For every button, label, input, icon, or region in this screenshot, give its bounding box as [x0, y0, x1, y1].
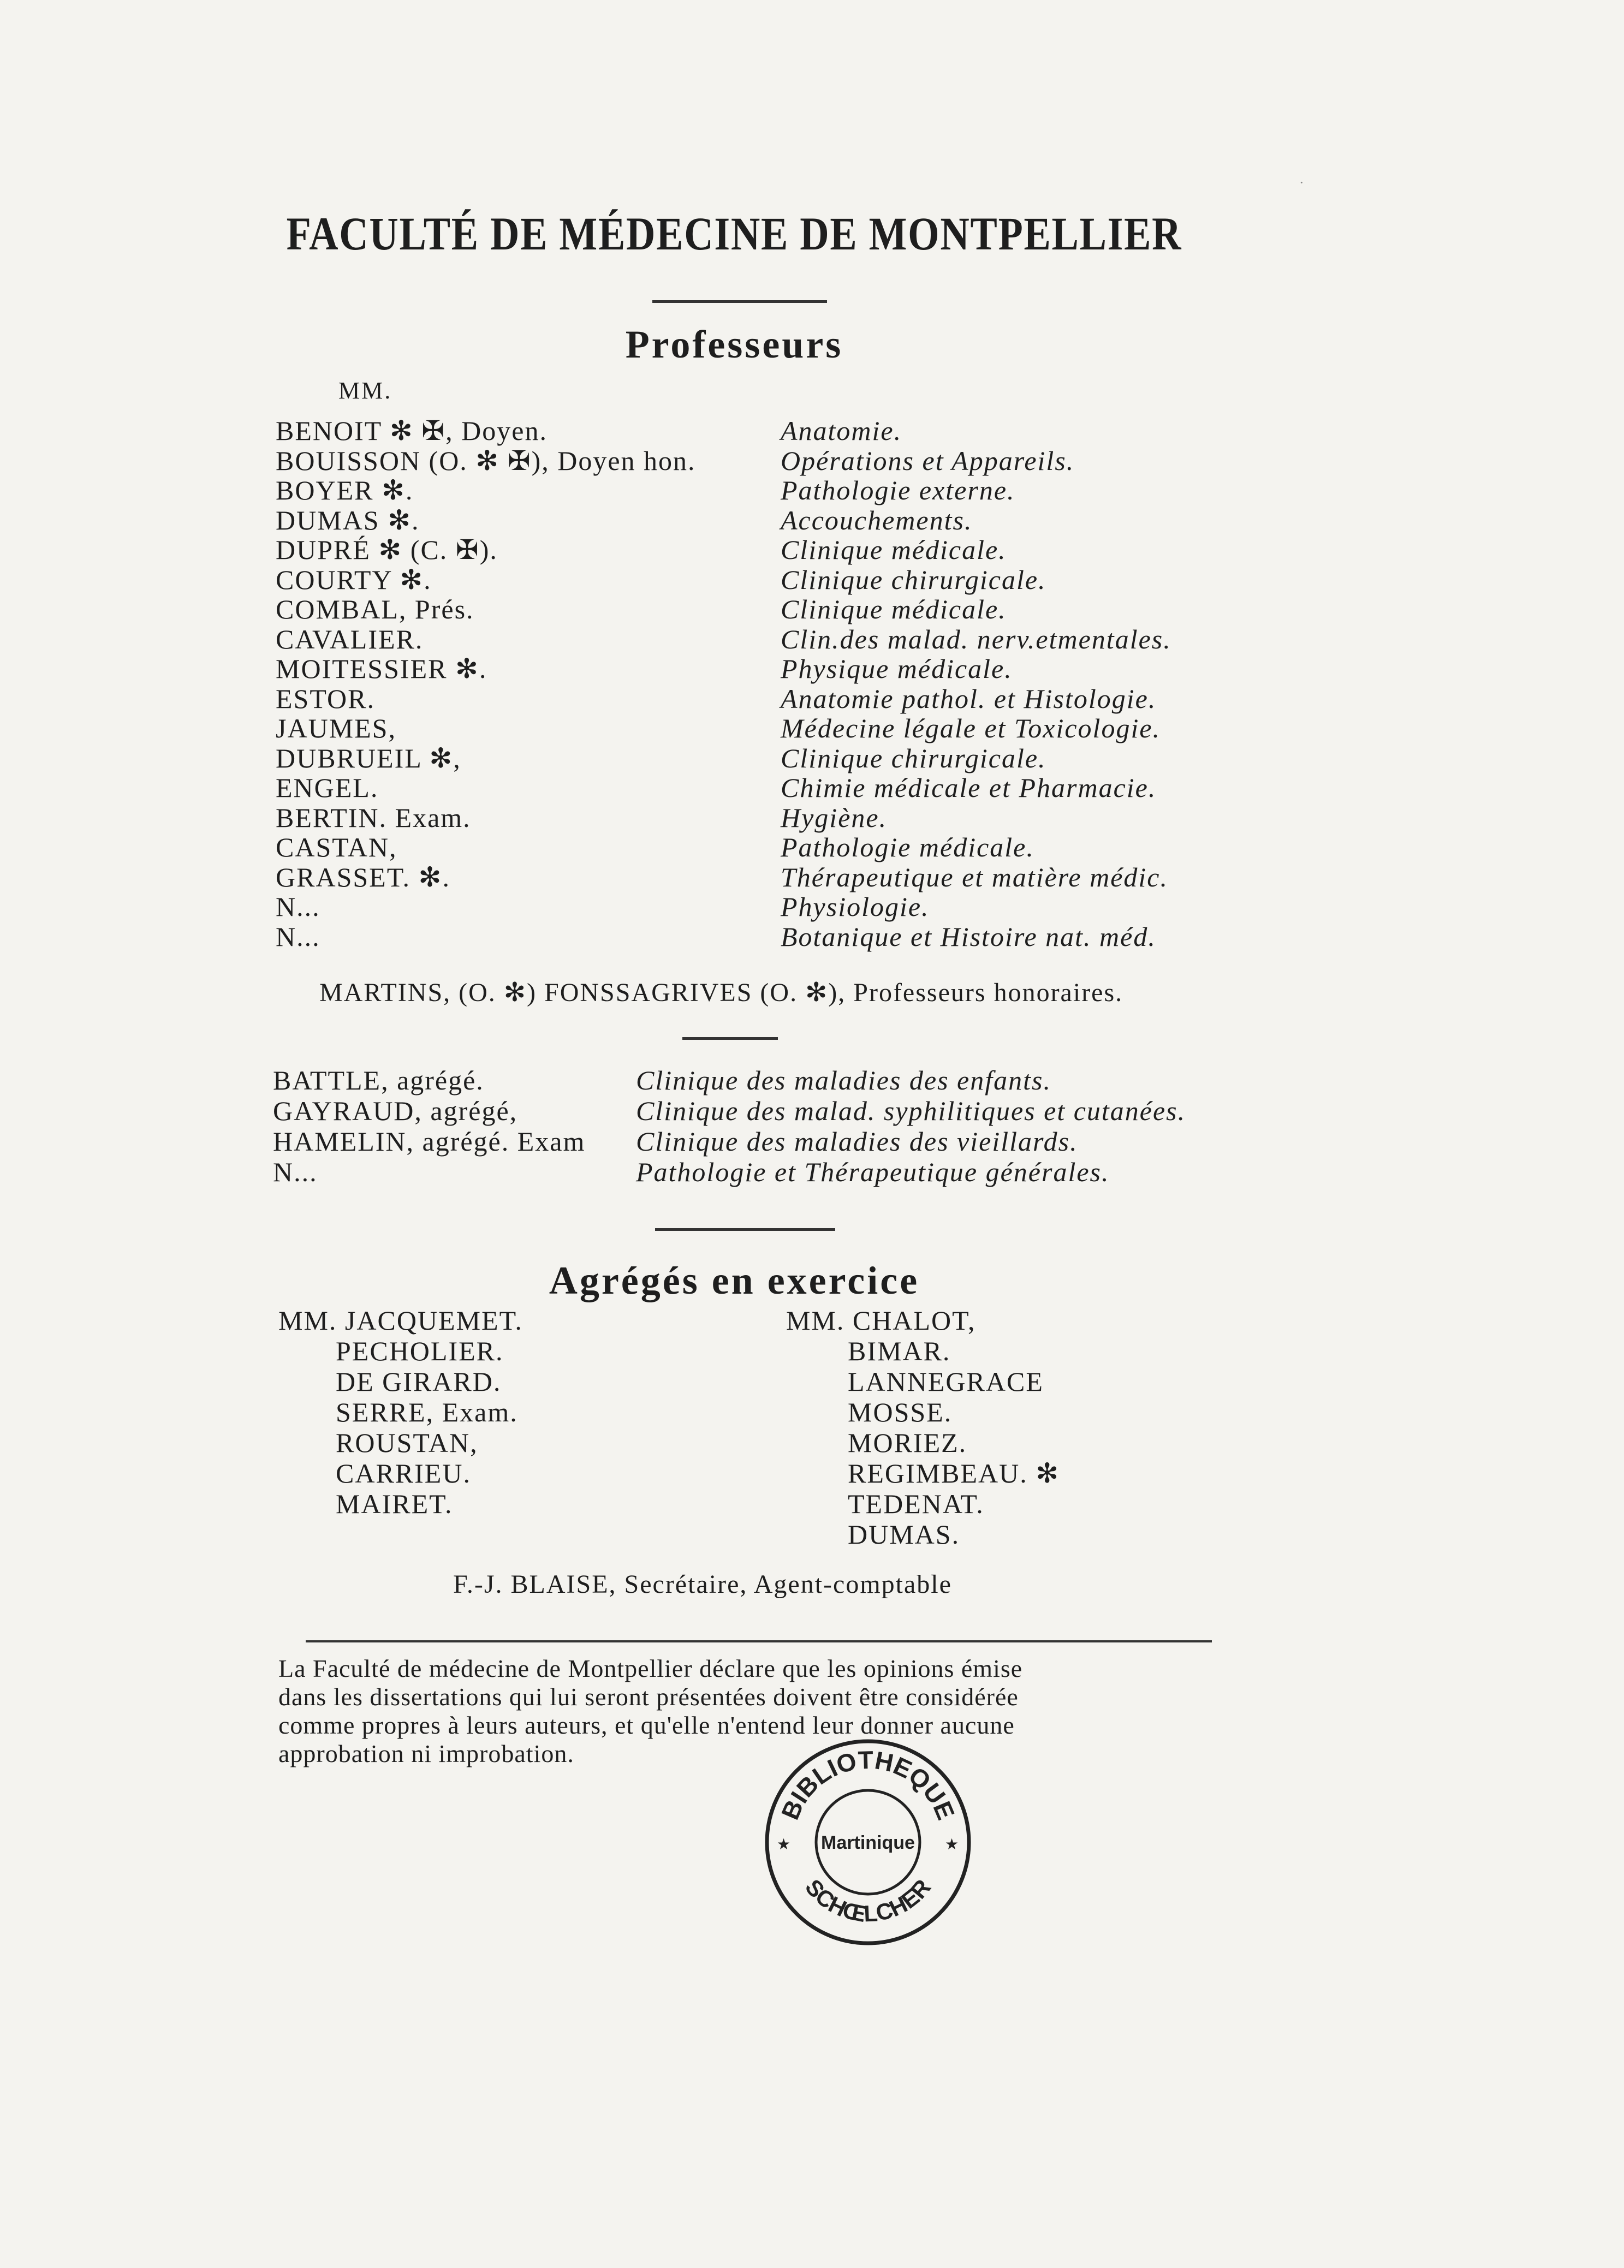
divider — [652, 300, 827, 303]
professor-name: JAUMES, — [276, 713, 396, 743]
agreges-exercice-heading: Agrégés en exercice — [549, 1259, 920, 1302]
declaration-line: approbation ni improbation. — [278, 1740, 574, 1767]
agrege-name: GAYRAUD, agrégé, — [273, 1096, 518, 1126]
agrege-exercice-name: MOSSE. — [848, 1397, 953, 1427]
agrege-exercice-name: PECHOLIER. — [336, 1336, 504, 1366]
agrege-exercice-name: DE GIRARD. — [336, 1366, 502, 1397]
professor-subject: Médecine légale et Toxicologie. — [781, 713, 1161, 743]
professor-name: DUMAS ✻. — [276, 504, 420, 535]
agrege-name: N... — [273, 1157, 318, 1187]
stamp-star-icon: ★ — [945, 1836, 959, 1853]
professor-subject: Clinique chirurgicale. — [781, 742, 1046, 773]
professor-subject: Pathologie externe. — [781, 475, 1015, 505]
professor-subject: Thérapeutique et matière médic. — [781, 861, 1168, 892]
agrege-exercice-name: BIMAR. — [848, 1336, 951, 1366]
professor-subject: Anatomie. — [781, 415, 902, 446]
scan-mark: · — [1299, 175, 1304, 191]
agrege-name: BATTLE, agrégé. — [273, 1065, 484, 1096]
professor-name: BERTIN. Exam. — [276, 802, 471, 833]
agrege-exercice-name: MAIRET. — [336, 1489, 453, 1519]
honoraires-line: MARTINS, (O. ✻) FONSSAGRIVES (O. ✻), Professeurs honoraires. — [319, 978, 1123, 1007]
declaration-line: La Faculté de médecine de Montpellier déclare que les opinions émise — [278, 1654, 1023, 1682]
professor-name: N... — [276, 921, 320, 952]
agrege-exercice-name: SERRE, Exam. — [336, 1397, 518, 1427]
professor-name: BOYER ✻. — [276, 475, 414, 505]
professor-subject: Clinique médicale. — [781, 594, 1007, 624]
agrege-exercice-name: CARRIEU. — [336, 1458, 471, 1489]
professor-subject: Physiologie. — [781, 891, 930, 922]
professor-subject: Pathologie médicale. — [781, 832, 1034, 862]
professor-subject: Anatomie pathol. et Histologie. — [781, 683, 1157, 714]
divider — [682, 1037, 778, 1040]
mm-label: MM. — [338, 377, 392, 404]
divider — [306, 1640, 1212, 1642]
agrege-name: HAMELIN, agrégé. Exam — [273, 1126, 586, 1157]
professor-subject: Hygiène. — [781, 802, 888, 833]
stamp-center-text: Martinique — [821, 1832, 915, 1853]
professor-subject: Chimie médicale et Pharmacie. — [781, 772, 1157, 803]
professor-subject: Clin.des malad. nerv.etmentales. — [781, 623, 1171, 654]
professor-name: DUBRUEIL ✻, — [276, 742, 461, 773]
stamp-star-icon: ★ — [777, 1836, 791, 1853]
agrege-subject: Pathologie et Thérapeutique générales. — [636, 1157, 1110, 1187]
secretaire-line: F.-J. BLAISE, Secrétaire, Agent-comptable — [453, 1570, 952, 1599]
agrege-exercice-name: ROUSTAN, — [336, 1427, 478, 1458]
professor-subject: Physique médicale. — [781, 653, 1013, 684]
declaration-line: dans les dissertations qui lui seront présentées doivent être considérée — [278, 1683, 1019, 1711]
professeurs-heading: Professeurs — [625, 323, 843, 366]
agrege-subject: Clinique des maladies des enfants. — [636, 1065, 1051, 1096]
professor-subject: Accouchements. — [781, 504, 973, 535]
professor-name: ESTOR. — [276, 683, 375, 714]
svg-text:SCHŒLCHER — [800, 1874, 936, 1927]
agrege-exercice-name: REGIMBEAU. ✻ — [848, 1458, 1060, 1489]
agrege-exercice-name: LANNEGRACE — [848, 1366, 1044, 1397]
professor-name: COURTY ✻. — [276, 564, 432, 595]
agrege-exercice-name: TEDENAT. — [848, 1489, 984, 1519]
divider — [655, 1228, 835, 1231]
professor-name: DUPRÉ ✻ (C. ✠). — [276, 534, 498, 565]
agrege-exercice-name: MORIEZ. — [848, 1427, 967, 1458]
professor-name: BENOIT ✻ ✠, Doyen. — [276, 415, 548, 446]
library-stamp — [762, 1736, 974, 1949]
professor-name: CAVALIER. — [276, 623, 424, 654]
agrege-subject: Clinique des malad. syphilitiques et cutanées. — [636, 1096, 1186, 1126]
agrege-exercice-name: MM. JACQUEMET. — [278, 1305, 523, 1336]
svg-text:BIBLIOTHEQUE — [776, 1746, 960, 1824]
professor-name: BOUISSON (O. ✻ ✠), Doyen hon. — [276, 445, 696, 476]
declaration-line: comme propres à leurs auteurs, et qu'elle n'entend leur donner aucune — [278, 1711, 1015, 1739]
professor-subject: Clinique médicale. — [781, 534, 1007, 565]
agrege-exercice-name: DUMAS. — [848, 1519, 960, 1550]
stamp-top-text: BIBLIOTHEQUE — [775, 1745, 961, 1824]
professor-name: CASTAN, — [276, 832, 397, 862]
professor-name: ENGEL. — [276, 772, 379, 803]
professor-name: MOITESSIER ✻. — [276, 653, 487, 684]
professor-subject: Botanique et Histoire nat. méd. — [781, 921, 1156, 952]
professor-name: N... — [276, 891, 320, 922]
professor-subject: Opérations et Appareils. — [781, 445, 1075, 476]
professor-name: GRASSET. ✻. — [276, 861, 450, 892]
page-title: FACULTÉ DE MÉDECINE DE MONTPELLIER — [286, 207, 1182, 260]
agrege-exercice-name: MM. CHALOT, — [786, 1305, 976, 1336]
professor-subject: Clinique chirurgicale. — [781, 564, 1046, 595]
professor-name: COMBAL, Prés. — [276, 594, 474, 624]
agrege-subject: Clinique des maladies des vieillards. — [636, 1126, 1078, 1157]
stamp-bottom-text: SCHŒLCHER — [800, 1874, 936, 1927]
